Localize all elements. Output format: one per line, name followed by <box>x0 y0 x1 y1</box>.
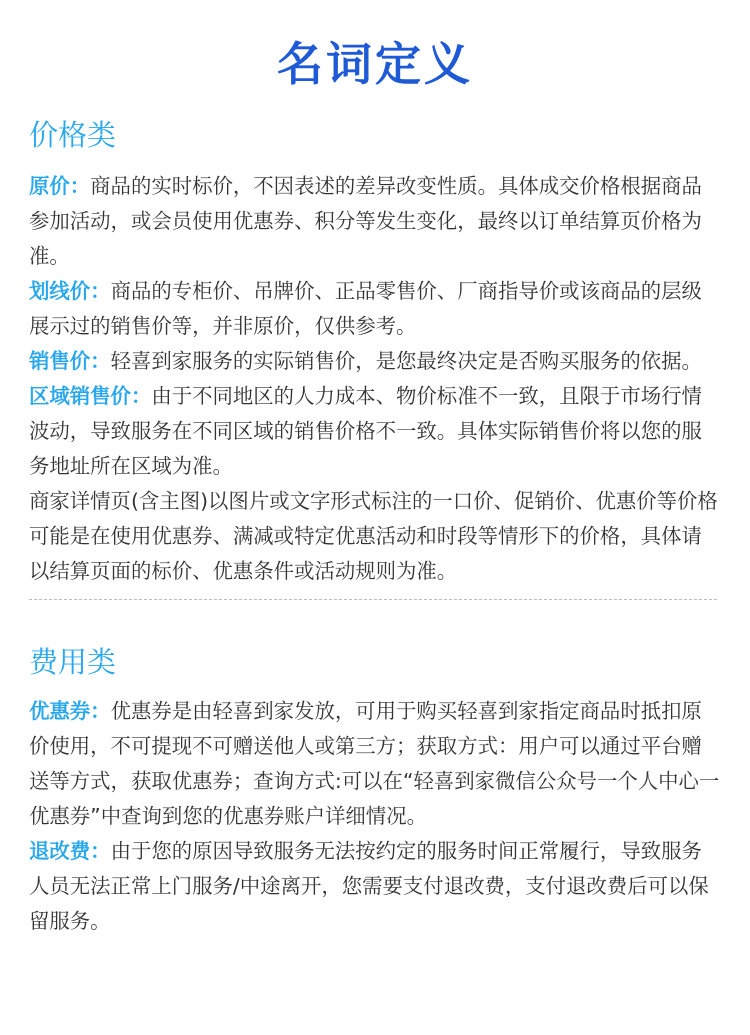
section-fees <box>29 642 721 939</box>
term-description: 商品的专柜价、吊牌价、正品零售价、厂商指导价或该商品的层级展示过的销售价等，并非原价，仅供参考。 <box>29 279 702 338</box>
section-title-fees: 费用类 <box>29 645 117 679</box>
term-label: 销售价： <box>29 349 111 373</box>
term-label: 退改费： <box>29 839 111 863</box>
definition-coupon <box>29 694 721 834</box>
price-note: 商家详情页(含主图)以图片或文字形式标注的一口价、促销价、优惠价等价格可能是在使用优惠券、满减或特定优惠活动和时段等情形下的价格，具体请以结算页面的标价、优惠条件或活动规则为准。 <box>29 489 718 583</box>
definition-strikethrough-price <box>29 274 721 344</box>
definition-sale-price <box>29 344 721 379</box>
term-description: 优惠券是由轻喜到家发放，可用于购买轻喜到家指定商品时抵扣原价使用，不可提现不可赠送他人或第三方；获取方式：用户可以通过平台赠送等方式，获取优惠券；查询方式:可以在“轻喜到家微信公众号一个人中心一优惠券”中查询到您的优惠券账户详细情况。 <box>29 699 720 828</box>
section-title-price: 价格类 <box>29 118 117 152</box>
term-label: 优惠券： <box>29 699 111 723</box>
page-title: 名词定义 <box>277 37 473 91</box>
definition-change-fee <box>29 834 721 939</box>
term-description: 由于您的原因导致服务无法按约定的服务时间正常履行，导致服务人员无法正常上门服务/中途离开，您需要支付退改费，支付退改费后可以保留服务。 <box>29 839 709 933</box>
section-divider <box>29 599 717 600</box>
term-label: 原价： <box>29 174 91 198</box>
definition-original-price <box>29 169 721 274</box>
section-price <box>29 115 721 600</box>
term-description: 轻喜到家服务的实际销售价，是您最终决定是否购买服务的依据。 <box>110 349 702 373</box>
term-description: 商品的实时标价，不因表述的差异改变性质。具体成交价格根据商品参加活动，或会员使用优惠券、积分等发生变化，最终以订单结算页价格为准。 <box>29 174 702 268</box>
term-description: 由于不同地区的人力成本、物价标准不一致，且限于市场行情波动，导致服务在不同区域的销售价格不一致。具体实际销售价将以您的服务地址所在区域为准。 <box>29 384 702 478</box>
term-label: 划线价： <box>29 279 111 303</box>
definition-regional-price <box>29 379 721 484</box>
term-label: 区域销售价： <box>29 384 152 408</box>
